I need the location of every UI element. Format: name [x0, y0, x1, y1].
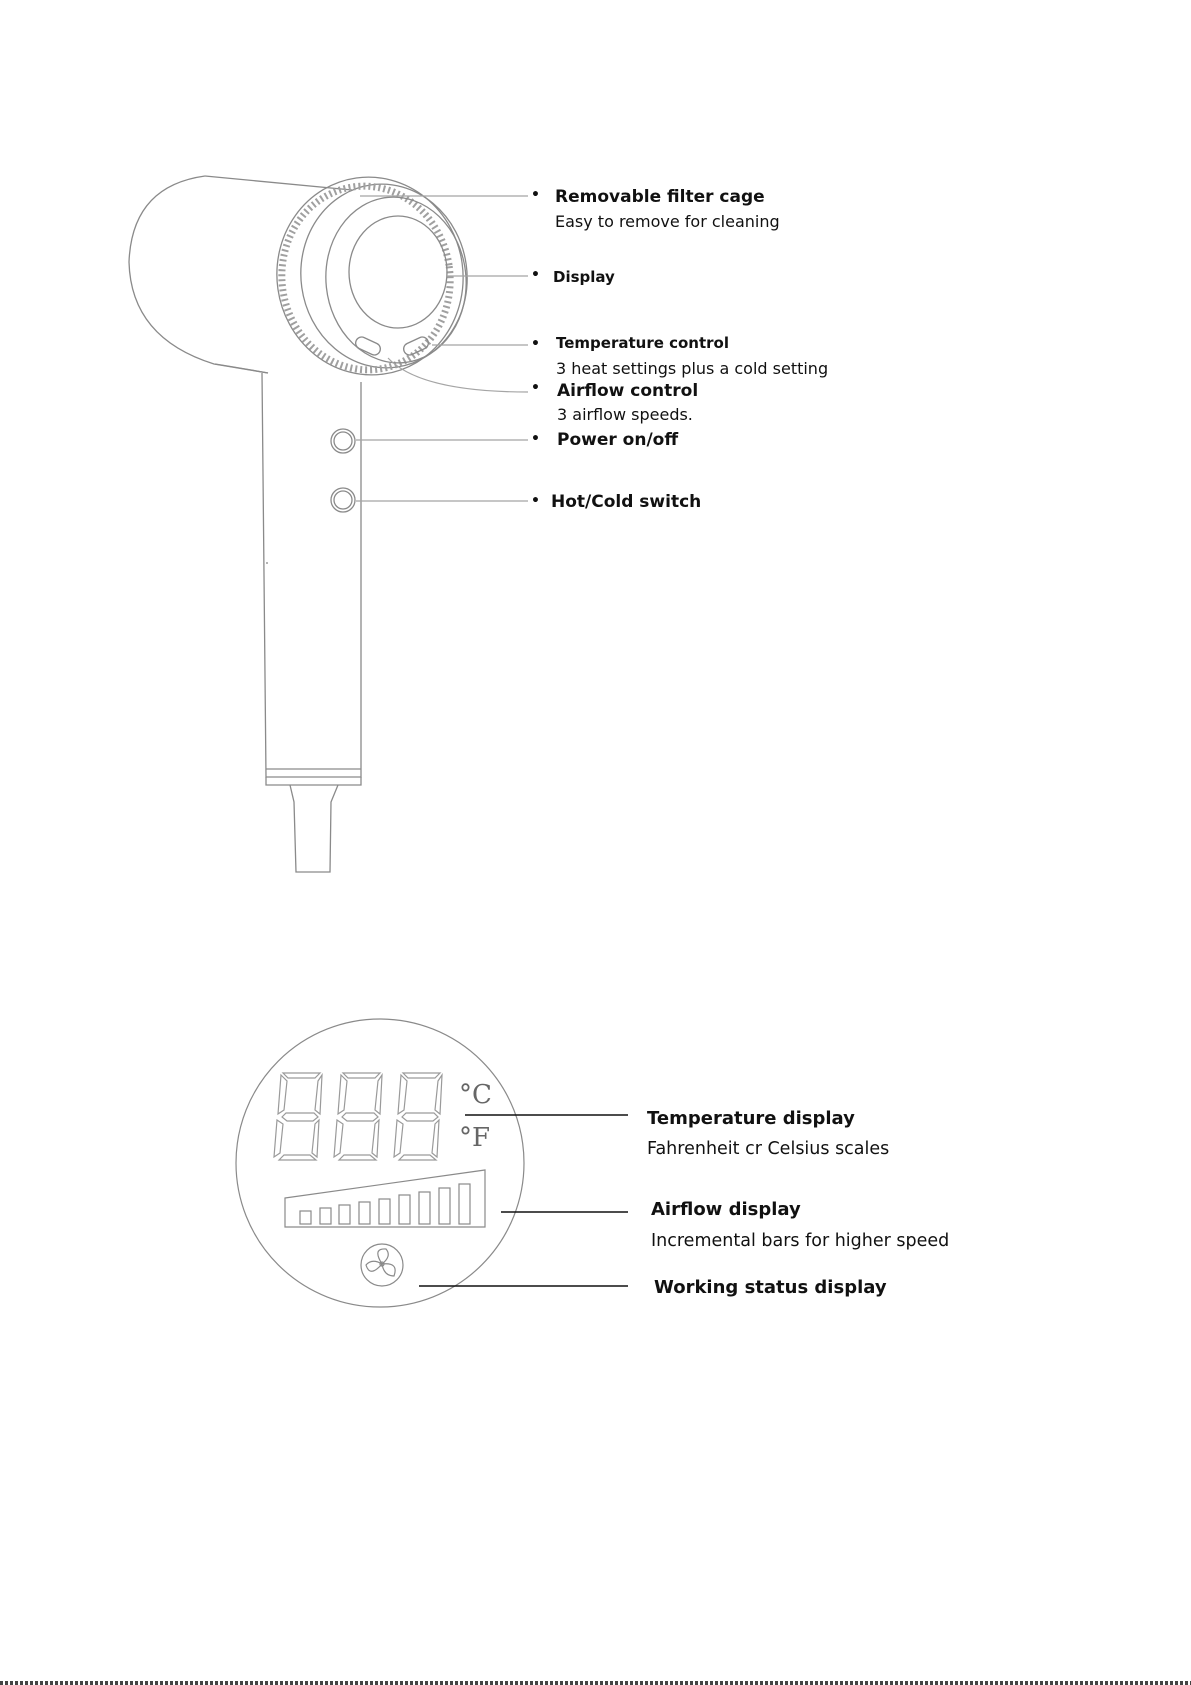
- airflow-bar: [300, 1211, 311, 1224]
- callout-title-airflow-control: Airflow control: [557, 381, 699, 401]
- airflow-bars: [285, 1170, 485, 1227]
- airflow-bar: [339, 1205, 350, 1224]
- airflow-bar: [459, 1184, 470, 1224]
- callout-title-working-status: Working status display: [654, 1277, 887, 1298]
- bullet-icon: •: [531, 187, 540, 203]
- callout-title-filter-cage: Removable filter cage: [555, 187, 765, 207]
- hair-dryer-drawing: [129, 165, 479, 872]
- fahrenheit-unit: °F: [459, 1123, 491, 1153]
- celsius-unit: °C: [459, 1080, 492, 1110]
- callout-title-temperature-control: Temperature control: [556, 334, 730, 352]
- bullet-icon: •: [531, 336, 540, 352]
- dryer-handle: [262, 373, 361, 872]
- callout-desc-temperature-control: 3 heat settings plus a cold setting: [556, 359, 829, 378]
- lcd-display-drawing: [236, 1019, 524, 1307]
- bullet-icon: •: [531, 431, 540, 447]
- callout-desc-airflow-control: 3 airflow speeds.: [557, 405, 693, 424]
- airflow-bar: [359, 1202, 370, 1224]
- airflow-bar: [379, 1199, 390, 1224]
- bullet-icon: •: [531, 493, 540, 509]
- fan-icon: [361, 1244, 403, 1286]
- callout-title-display: Display: [553, 268, 615, 286]
- face-ring: [318, 190, 475, 370]
- airflow-bar: [320, 1208, 331, 1224]
- bullet-icon: •: [531, 267, 540, 283]
- callout-title-power: Power on/off: [557, 430, 679, 450]
- display-circle: [349, 216, 447, 328]
- bullet-icon: •: [531, 380, 540, 396]
- digit-segment: [274, 1073, 322, 1160]
- airflow-bar: [439, 1188, 450, 1224]
- airflow-bar: [419, 1192, 430, 1224]
- temperature-button: [354, 335, 383, 357]
- airflow-bar: [399, 1195, 410, 1224]
- page-bottom-border: [0, 1681, 1191, 1685]
- seven-segment-digits: [274, 1073, 442, 1160]
- dryer-body: [129, 176, 268, 373]
- callout-desc-airflow-display: Incremental bars for higher speed: [651, 1231, 950, 1251]
- callout-title-airflow-display: Airflow display: [651, 1199, 801, 1220]
- callout-title-hot-cold: Hot/Cold switch: [551, 492, 702, 512]
- callout-title-temperature-display: Temperature display: [647, 1108, 855, 1129]
- callout-desc-filter-cage: Easy to remove for cleaning: [555, 212, 780, 231]
- callout-desc-temperature-display: Fahrenheit cr Celsius scales: [647, 1139, 890, 1159]
